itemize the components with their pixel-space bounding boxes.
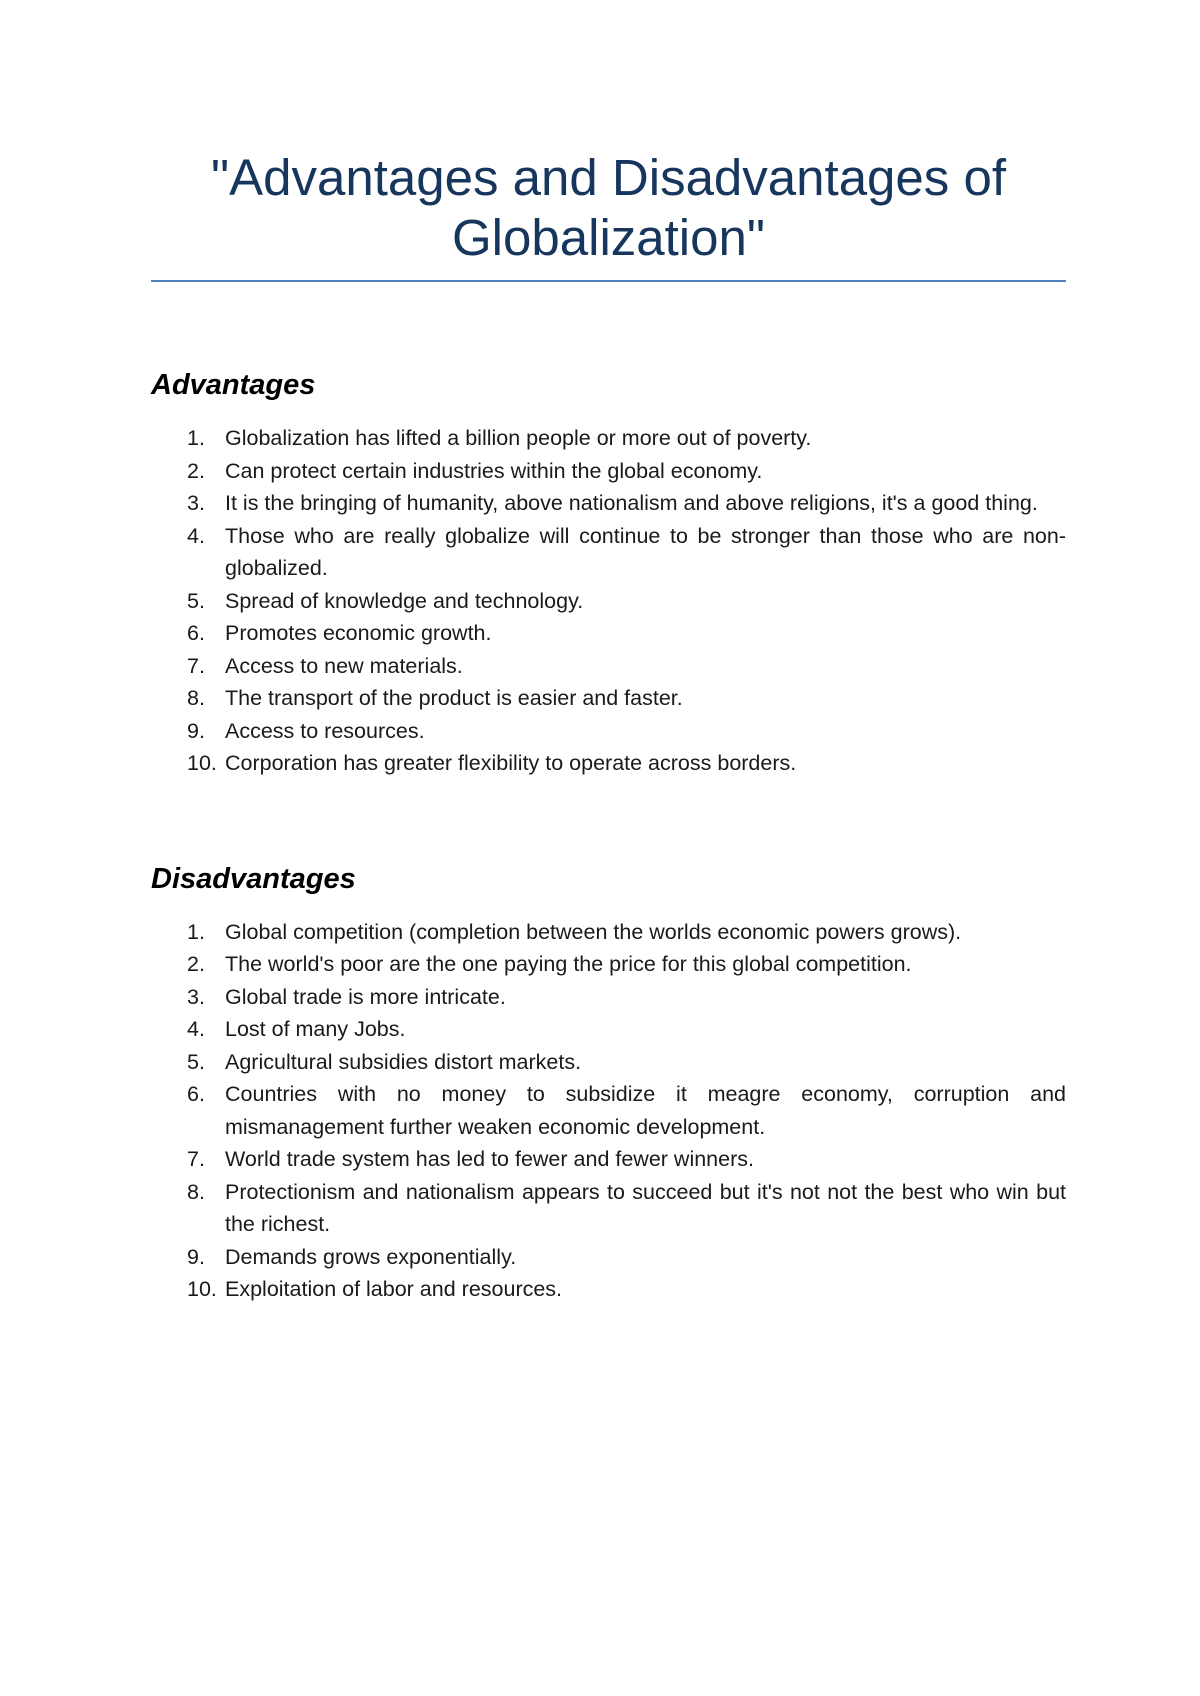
- list-item: [151, 650, 1066, 683]
- item-text: Demands grows exponentially.: [225, 1244, 517, 1269]
- item-text: Spread of knowledge and technology.: [225, 588, 584, 613]
- item-text: Access to resources.: [225, 718, 425, 743]
- item-text: Countries with no money to subsidize it meagre economy, corruption and mismanagement further weaken economic development.: [225, 1082, 1066, 1139]
- item-text: Corporation has greater flexibility to operate across borders.: [225, 751, 797, 775]
- list-item: [151, 617, 1066, 650]
- item-number: 1.: [187, 426, 205, 450]
- item-number: 9.: [187, 718, 205, 743]
- item-text: Those who are really globalize will continue to be stronger than those who are non-globalized.: [225, 523, 1066, 580]
- disadvantages-list: [151, 916, 1066, 1306]
- list-item: [151, 1241, 1066, 1274]
- list-item: [151, 981, 1066, 1014]
- list-item: [151, 1046, 1066, 1079]
- list-item: [151, 682, 1066, 715]
- list-item: [151, 422, 1066, 455]
- item-number: 10.: [187, 1277, 217, 1301]
- item-text: Global competition (completion between the worlds economic powers grows).: [225, 919, 962, 944]
- item-text: World trade system has led to fewer and fewer winners.: [225, 1147, 754, 1171]
- item-number: 2.: [187, 952, 205, 976]
- item-number: 7.: [187, 1147, 205, 1171]
- item-text: It is the bringing of humanity, above nationalism and above religions, it's a good thing.: [225, 491, 1038, 515]
- list-item: [151, 1078, 1066, 1143]
- list-item: [151, 747, 1066, 780]
- list-item: [151, 916, 1066, 949]
- item-text: Globalization has lifted a billion people or more out of poverty.: [225, 426, 812, 450]
- list-item: [151, 585, 1066, 618]
- item-number: 9.: [187, 1244, 205, 1269]
- list-item: [151, 455, 1066, 488]
- list-item: [151, 715, 1066, 748]
- item-number: 5.: [187, 588, 205, 613]
- item-text: Global trade is more intricate.: [225, 984, 506, 1009]
- item-text: Exploitation of labor and resources.: [225, 1277, 563, 1301]
- item-number: 7.: [187, 653, 205, 678]
- item-number: 8.: [187, 1179, 205, 1204]
- list-item: [151, 1013, 1066, 1046]
- item-number: 10.: [187, 751, 217, 775]
- item-number: 6.: [187, 1082, 205, 1106]
- item-number: 1.: [187, 919, 205, 944]
- list-item: [151, 487, 1066, 520]
- advantages-list: [151, 422, 1066, 780]
- list-item: [151, 948, 1066, 981]
- item-number: 3.: [187, 491, 205, 515]
- item-number: 4.: [187, 523, 205, 548]
- item-number: 2.: [187, 458, 205, 483]
- document-page: [151, 0, 1066, 1306]
- title-divider: [151, 280, 1066, 282]
- item-text: Can protect certain industries within the global economy.: [225, 458, 763, 483]
- item-text: Access to new materials.: [225, 653, 463, 678]
- document-title: "Advantages and Disadvantages of Globalization": [211, 149, 1006, 266]
- item-number: 8.: [187, 686, 205, 710]
- list-item: [151, 1176, 1066, 1241]
- item-number: 6.: [187, 621, 205, 645]
- item-text: Promotes economic growth.: [225, 621, 492, 645]
- disadvantages-heading: Disadvantages: [151, 862, 356, 895]
- list-item: [151, 1273, 1066, 1306]
- list-item: [151, 1143, 1066, 1176]
- item-text: Agricultural subsidies distort markets.: [225, 1049, 582, 1074]
- list-item: [151, 520, 1066, 585]
- item-text: Protectionism and nationalism appears to succeed but it's not not the best who win but the richest.: [225, 1179, 1066, 1236]
- item-text: Lost of many Jobs.: [225, 1017, 406, 1041]
- item-number: 4.: [187, 1017, 205, 1041]
- item-text: The world's poor are the one paying the price for this global competition.: [225, 952, 912, 976]
- item-number: 5.: [187, 1049, 205, 1074]
- item-number: 3.: [187, 984, 205, 1009]
- item-text: The transport of the product is easier and faster.: [225, 686, 683, 710]
- advantages-heading: Advantages: [151, 369, 316, 401]
